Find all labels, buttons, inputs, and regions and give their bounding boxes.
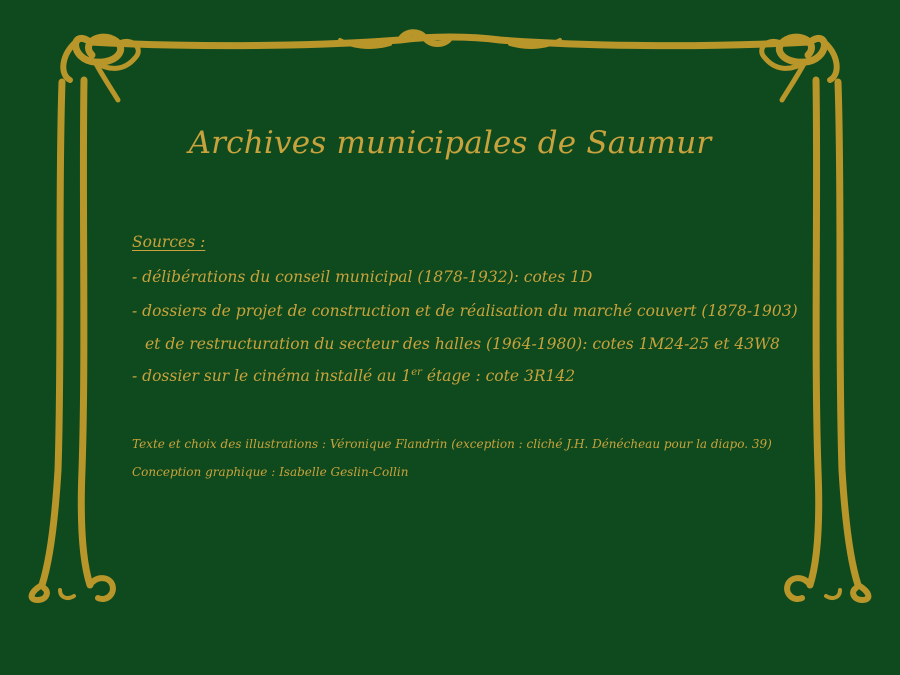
sources-label — [132, 233, 205, 251]
credit-text-illustrations: Texte et choix des illustrations : Véronique Flandrin (exception : cliché J.H. Dénécheau pour la diapo. 39) — [132, 437, 772, 451]
source-line-1: - délibérations du conseil municipal (1878-1932): cotes 1D — [132, 268, 593, 286]
source-line-4-text-end: étage : cote 3R142 — [421, 367, 576, 386]
page-title: Archives municipales de Saumur — [188, 125, 712, 161]
source-line-2: - dossiers de projet de construction et de réalisation du marché couvert (1878-1903) — [132, 302, 798, 320]
sources-label-suffix: : — [195, 233, 206, 251]
credit-graphic-design: Conception graphique : Isabelle Geslin-Collin — [132, 465, 409, 479]
source-line-4-superscript: er — [411, 367, 422, 378]
sources-label-text: Sources — [132, 233, 196, 251]
source-line-4-text: - dossier sur le cinéma installé au 1 — [132, 367, 412, 386]
source-line-4 — [132, 367, 575, 385]
source-line-3: et de restructuration du secteur des halles (1964-1980): cotes 1M24-25 et 43W8 — [145, 335, 780, 353]
